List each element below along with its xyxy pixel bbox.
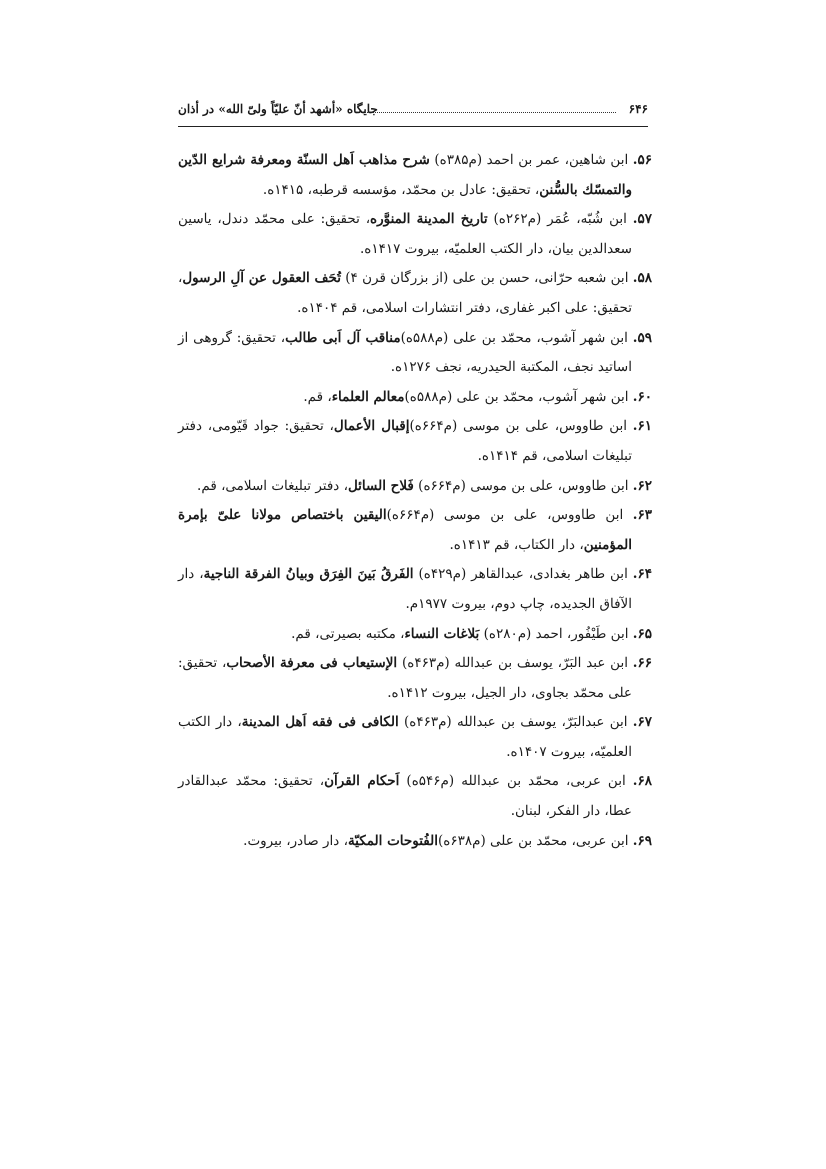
book-title: الفُتوحات المکیّة xyxy=(347,832,438,849)
book-title: الفَرقُ بَینَ الفِرَق وبیانُ الفرقة الناجیة xyxy=(203,566,414,583)
bibliography-list xyxy=(178,146,652,856)
bibliography-entry: ۵۶. ابن شاهین، عمر بن احمد (م۳۸۵ه) شرح مذاهب اَهل السنّة ومعرفة شرایع الدّین والتمسّك بالسُّنن، تحقیق: عادل بن محمّد، مؤسسه قرطبه، ۱۴۱۵ه. xyxy=(178,152,652,198)
bibliography-entry: ۶۰. ابن شهر آشوب، محمّد بن علی (م۵۸۸ه)معالم العلماء، قم. xyxy=(303,388,652,405)
bibliography-entry: ۶۱. ابن طاووس، علی بن موسی (م۶۶۴ه)إقبال الأعمال، تحقیق: جواد قَیّومی، دفتر تبلیغات اسلامی، قم ۱۴۱۴ه. xyxy=(178,418,652,464)
bibliography-entry: ۵۹. ابن شهر آشوب، محمّد بن علی (م۵۸۸ه)مناقب آل اَبی طالب، تحقیق: گروهی از اساتید نجف، المکتبة الحیدریه، نجف ۱۲۷۶ه. xyxy=(178,329,653,376)
book-title: اَحکام القرآن xyxy=(324,773,400,790)
header-rule xyxy=(178,126,648,127)
book-title: الکافی فی فقه اَهل المدینة xyxy=(241,714,399,731)
bibliography-entry: ۶۳. ابن طاووس، علی بن موسی (م۶۶۴ه)الیقین باختصاص مولانا علیّ بإمرة المؤمنین، دار الکتاب، قم ۱۴۱۳ه. xyxy=(178,507,652,553)
book-title: معالم العلماء xyxy=(331,388,405,405)
page-number: ۶۴۶ xyxy=(628,102,648,116)
book-title: تُحَف العقول عن آلِ الرسول xyxy=(182,270,341,287)
bibliography-entry: ۶۹. ابن عربی، محمّد بن علی (م۶۳۸ه)الفُتوحات المکیّة، دار صادر، بیروت. xyxy=(243,832,652,849)
book-title: فَلاح السائل xyxy=(347,477,414,494)
book-title: تاریخ المدینة المنوَّره xyxy=(370,211,488,228)
book-title: الإستیعاب فی معرفة الأصحاب xyxy=(226,655,398,672)
bibliography-entry: ۵۸. ابن شعبه حرّانی، حسن بن علی (از بزرگان قرن ۴) تُحَف العقول عن آلِ الرسول، تحقیق: علی اکبر غفاری، دفتر انتشارات اسلامی، قم ۱۴۰۴ه. xyxy=(178,270,652,316)
bibliography-entry: ۶۶. ابن عبد البَرّ، یوسف بن عبدالله (م۴۶۳ه) الإستیعاب فی معرفة الأصحاب، تحقیق: علی محمّد بجاوی، دار الجیل، بیروت ۱۴۱۲ه. xyxy=(178,655,652,701)
bibliography-entry: ۶۴. ابن طاهر بغدادی، عبدالقاهر (م۴۲۹ه) الفَرقُ بَینَ الفِرَق وبیانُ الفرقة الناجیة، دار الآفاق الجدیده، چاپ دوم، بیروت ۱۹۷۷م. xyxy=(178,566,652,612)
book-title: الیقین باختصاص مولانا علیّ بإمرة المؤمنین xyxy=(178,507,632,553)
bibliography-entry: ۶۷. ابن عبدالبَرّ، یوسف بن عبدالله (م۴۶۳ه) الکافی فی فقه اَهل المدینة، دار الکتب العلمیّه، بیروت ۱۴۰۷ه. xyxy=(178,714,652,760)
bibliography-entry: ۶۸. ابن عربی، محمّد بن عبدالله (م۵۴۶ه) اَحکام القرآن، تحقیق: محمّد عبدالقادر عطا، دار الفکر، لبنان. xyxy=(178,773,652,820)
book-title: بَلاغات النساء xyxy=(404,625,480,642)
book-title: إقبال الأعمال xyxy=(333,418,410,435)
book-title: مناقب آل اَبی طالب xyxy=(285,329,401,346)
bibliography-entry: ۵۷. ابن شُبّه، عُمَر (م۲۶۲ه) تاریخ المدینة المنوَّره، تحقیق: علی محمّد دندل، یاسین سعدالدین بیان، دار الکتب العلمیّه، بیروت ۱۴۱۷ه. xyxy=(178,211,652,257)
book-title: شرح مذاهب اَهل السنّة ومعرفة شرایع الدّین والتمسّك بالسُّنن xyxy=(178,152,632,198)
running-title: جایگاه «أشهد أنّ علیّاً ولیّ الله» در أذان xyxy=(178,102,378,116)
bibliography-entry: ۶۵. ابن طَیْفُور، احمد (م۲۸۰ه) بَلاغات النساء، مکتبه بصیرتی، قم. xyxy=(291,625,652,642)
bibliography-entry: ۶۲. ابن طاووس، علی بن موسی (م۶۶۴ه) فَلاح السائل، دفتر تبلیغات اسلامی، قم. xyxy=(197,477,652,494)
running-header xyxy=(178,100,648,122)
header-leader-dots xyxy=(356,100,616,113)
